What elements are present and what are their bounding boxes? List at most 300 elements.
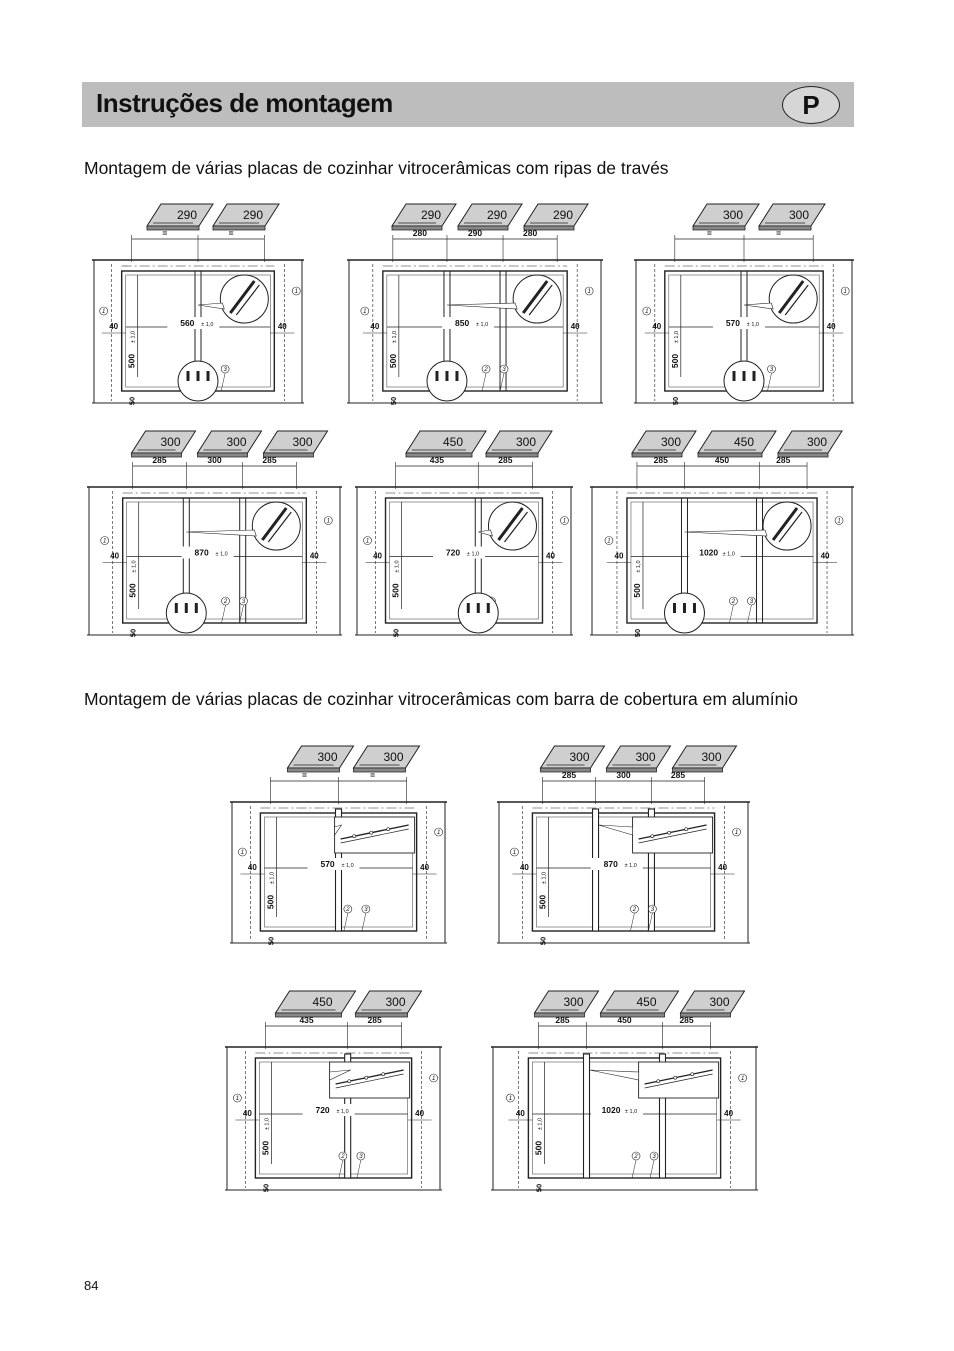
fixing-screw: [370, 831, 373, 834]
callout-number: 1: [240, 850, 245, 857]
installation-figure-8: [497, 740, 750, 946]
installation-figure-1: [92, 198, 304, 406]
cutout-width-label: 870: [603, 859, 618, 869]
depth-label: 500: [260, 1140, 271, 1156]
callout-number: 3: [769, 367, 774, 374]
hob-icon: [541, 746, 605, 772]
cutout-width-label: 1020: [699, 547, 719, 558]
depth-tolerance: ± 1,0: [635, 560, 642, 573]
fixing-screw: [353, 835, 356, 838]
detail-magnifier: [220, 275, 268, 323]
hob-icon: [213, 204, 279, 230]
callout-marker: [362, 905, 370, 913]
bottom-margin-label: 50: [266, 936, 276, 946]
callout-number: 2: [731, 599, 736, 606]
cutout-dimension-label: 285: [262, 455, 277, 465]
screw-detail: [197, 371, 200, 381]
callout-marker: [835, 517, 843, 525]
screw-detail: [683, 603, 686, 613]
cutout-dimension-label: 450: [617, 1015, 632, 1025]
callout-marker: [560, 517, 568, 525]
fixing-screw: [668, 831, 671, 834]
hob-edge: [759, 226, 811, 230]
cutout-dimension-label: =: [776, 228, 782, 238]
cutout-drawing: [497, 740, 750, 946]
bottom-margin-label: 50: [670, 396, 680, 406]
depth-tolerance: ± 1,0: [537, 1117, 544, 1131]
side-margin-label: 40: [724, 1109, 734, 1118]
callout-number: 1: [363, 309, 367, 316]
width-tolerance: ± 1,0: [201, 322, 214, 328]
callout-number: 1: [365, 538, 370, 545]
width-tolerance: ± 1,0: [746, 322, 760, 328]
callout-marker: [585, 287, 593, 295]
hob-icon: [673, 746, 737, 772]
side-margin-label: 40: [242, 1109, 252, 1118]
cutout-drawing: [347, 198, 603, 406]
side-margin-label: 40: [826, 322, 836, 331]
hob-icon: [535, 991, 599, 1017]
hob-width-label: 300: [709, 995, 730, 1009]
callout-number: 3: [650, 907, 655, 914]
hob-width-label: 300: [806, 435, 828, 449]
cutout-dimension-label: 285: [555, 1015, 570, 1025]
depth-tolerance: ± 1,0: [673, 330, 680, 344]
side-margin-label: 40: [420, 863, 430, 872]
side-margin-label: 40: [370, 322, 380, 331]
installation-figure-9: [225, 985, 442, 1193]
callout-number: 1: [235, 1096, 240, 1103]
depth-label: 500: [537, 894, 548, 910]
hob-icon: [264, 431, 328, 457]
cutout-dimension-label: 285: [152, 455, 167, 465]
fixing-screw: [651, 835, 654, 838]
hob-edge: [198, 453, 248, 457]
hob-edge: [698, 453, 762, 457]
callout-marker: [482, 365, 490, 373]
cutout-dimension-label: 435: [429, 455, 444, 465]
width-tolerance: ± 1,0: [466, 551, 480, 558]
callout-marker: [733, 828, 741, 836]
side-margin-label: 40: [519, 863, 529, 872]
screw-detail: [487, 603, 490, 613]
callout-leader: [632, 1160, 636, 1178]
hob-width-label: 300: [292, 435, 313, 449]
callout-leader: [482, 373, 486, 391]
screw-detail: [195, 603, 198, 613]
callout-marker: [292, 287, 300, 295]
page-number: 84: [84, 1278, 99, 1293]
callout-marker: [729, 597, 737, 605]
hob-icon: [276, 991, 356, 1017]
width-tolerance: ± 1,0: [475, 322, 489, 328]
cutout-drawing: [355, 425, 573, 638]
side-margin-label: 40: [652, 322, 662, 331]
cutout-width-label: 870: [194, 547, 209, 558]
callout-number: 1: [103, 538, 107, 545]
hob-width-label: 290: [242, 208, 264, 222]
depth-label: 500: [127, 583, 138, 598]
depth-label: 500: [669, 353, 680, 369]
hob-edge: [601, 1013, 665, 1017]
hob-icon: [406, 431, 486, 457]
hob-width-label: 300: [317, 750, 338, 764]
magnifier-pointer: [198, 303, 224, 309]
screw-detail: [175, 603, 178, 613]
callout-leader: [768, 373, 772, 391]
depth-label: 500: [533, 1140, 544, 1156]
callout-marker: [221, 365, 229, 373]
hob-icon: [693, 204, 759, 230]
callout-number: 1: [740, 1076, 745, 1083]
cutout-dimension-label: 450: [714, 455, 730, 465]
callout-leader: [221, 373, 225, 391]
depth-tolerance: ± 1,0: [541, 871, 548, 885]
cutout-dimension-label: 290: [467, 228, 483, 238]
callout-marker: [435, 828, 443, 836]
magnifier-pointer: [186, 530, 256, 536]
callout-leader: [344, 913, 348, 931]
cutout-width-label: 720: [315, 1105, 330, 1115]
hob-icon: [354, 746, 420, 772]
callout-leader: [729, 605, 733, 623]
bottom-margin-label: 50: [261, 1183, 271, 1193]
screw-detail: [477, 603, 480, 613]
hob-icon: [486, 431, 552, 457]
side-margin-label: 40: [820, 551, 830, 561]
cutout-dimension-label: 285: [367, 1015, 382, 1025]
callout-leader: [357, 1160, 361, 1178]
side-margin-label: 40: [109, 322, 119, 331]
callout-marker: [510, 848, 518, 856]
hob-icon: [601, 991, 679, 1017]
cutout-dimension-label: 285: [670, 770, 686, 780]
hob-edge: [354, 768, 406, 772]
side-margin-label: 40: [570, 322, 580, 331]
hob-edge: [607, 768, 657, 772]
callout-marker: [240, 597, 248, 605]
cutout-dimension-label: 300: [207, 455, 222, 465]
callout-marker: [430, 1074, 438, 1082]
bottom-margin-label: 50: [388, 396, 398, 406]
screw-detail: [467, 603, 470, 613]
fixing-screw: [348, 1080, 351, 1083]
callout-number: 3: [652, 1154, 656, 1161]
cutout-dimension-label: 435: [299, 1015, 314, 1025]
callout-leader: [362, 913, 366, 931]
callout-marker: [768, 365, 776, 373]
width-tolerance: ± 1,0: [624, 863, 637, 869]
hob-width-label: 450: [312, 995, 333, 1009]
callout-number: 2: [341, 1154, 345, 1161]
callout-marker: [361, 307, 369, 315]
hob-icon: [392, 204, 456, 230]
callout-number: 1: [562, 518, 567, 525]
magnifier-pointer: [447, 303, 517, 309]
callout-number: 3: [364, 907, 368, 914]
cutout-dimension-label: =: [370, 770, 376, 780]
hob-icon: [632, 431, 696, 457]
hob-width-label: 290: [420, 208, 442, 222]
hob-edge: [458, 226, 508, 230]
detail-magnifier: [252, 502, 300, 550]
screw-detail: [733, 371, 736, 381]
cutout-drawing: [590, 425, 854, 638]
callout-number: 1: [607, 538, 611, 545]
depth-tolerance: ± 1,0: [264, 1117, 271, 1131]
callout-number: 3: [223, 367, 227, 374]
width-tolerance: ± 1,0: [215, 551, 228, 558]
detail-pointer: [590, 1070, 639, 1080]
hob-icon: [147, 204, 213, 230]
hob-icon: [607, 746, 671, 772]
hob-edge: [147, 226, 199, 230]
depth-tolerance: ± 1,0: [391, 330, 398, 344]
screw-detail: [693, 603, 696, 613]
cutout-dimension-label: 285: [679, 1015, 694, 1025]
bottom-margin-label: 50: [391, 628, 401, 638]
cutout-dimension-label: 280: [412, 228, 427, 238]
side-margin-label: 40: [247, 863, 257, 872]
hob-icon: [132, 431, 196, 457]
aluminium-bar: [584, 1054, 590, 1178]
hob-width-label: 300: [635, 750, 656, 764]
depth-label: 500: [265, 894, 276, 910]
hob-width-label: 450: [733, 435, 755, 449]
callout-number: 1: [431, 1076, 436, 1083]
callout-number: 1: [837, 518, 841, 525]
fixing-screw: [674, 1076, 677, 1079]
section-heading-crossbars: Montagem de várias placas de cozinhar vitrocerâmicas com ripas de través: [84, 158, 669, 178]
side-margin-label: 40: [718, 863, 728, 872]
width-tolerance: ± 1,0: [722, 551, 735, 558]
installation-figure-5: [355, 425, 573, 638]
detail-pointer: [599, 825, 633, 835]
callout-leader: [500, 373, 504, 391]
title-bar: [82, 82, 854, 127]
depth-tolerance: ± 1,0: [269, 871, 276, 885]
fixing-screw: [387, 828, 390, 831]
screw-detail: [455, 371, 458, 381]
callout-number: 1: [587, 289, 591, 296]
callout-number: 2: [632, 907, 637, 914]
hob-icon: [524, 204, 588, 230]
callout-marker: [324, 517, 332, 525]
hob-width-label: 300: [569, 750, 590, 764]
bar-detail-panel: [633, 817, 713, 853]
magnifier-pointer: [684, 530, 767, 536]
side-margin-label: 40: [614, 551, 624, 561]
callout-marker: [605, 537, 613, 545]
screw-detail: [435, 371, 438, 381]
hob-edge: [693, 226, 745, 230]
hob-icon: [458, 204, 522, 230]
cutout-dimension-label: 285: [498, 455, 513, 465]
callout-number: 2: [634, 1154, 638, 1161]
hob-width-label: 300: [722, 208, 744, 222]
hob-icon: [198, 431, 262, 457]
side-margin-label: 40: [110, 551, 120, 561]
side-margin-label: 40: [309, 551, 319, 561]
hob-icon: [356, 991, 422, 1017]
page-title: Instruções de montagem: [96, 88, 393, 118]
callout-marker: [648, 905, 656, 913]
callout-marker: [747, 597, 755, 605]
callout-marker: [339, 1152, 347, 1160]
magnifier-pointer: [744, 303, 773, 309]
detail-magnifier: [763, 502, 811, 550]
cutout-width-label: 570: [725, 318, 741, 328]
cutout-drawing: [491, 985, 758, 1193]
detail-magnifier: [769, 275, 817, 323]
hob-width-label: 300: [788, 208, 810, 222]
bar-detail-panel: [335, 817, 415, 853]
cutout-width-label: 850: [455, 318, 470, 328]
detail-magnifier: [513, 275, 561, 323]
bar-detail-panel: [330, 1062, 410, 1098]
callout-marker: [500, 365, 508, 373]
hob-width-label: 300: [226, 435, 247, 449]
callout-leader: [747, 605, 751, 623]
hob-width-label: 300: [160, 435, 181, 449]
callout-marker: [344, 905, 352, 913]
hob-width-label: 300: [515, 435, 537, 449]
callout-marker: [364, 537, 372, 545]
callout-marker: [506, 1094, 514, 1102]
callout-number: 1: [645, 309, 649, 316]
magnifier-pointer: [478, 530, 492, 536]
callout-number: 3: [749, 599, 754, 606]
installation-figure-2: [347, 198, 603, 406]
hob-icon: [778, 431, 842, 457]
side-margin-label: 40: [373, 551, 382, 561]
callout-marker: [650, 1152, 658, 1160]
installation-figure-4: [87, 425, 342, 638]
callout-number: 3: [241, 599, 246, 606]
callout-number: 1: [508, 1096, 513, 1103]
callout-marker: [632, 1152, 640, 1160]
side-margin-label: 40: [515, 1109, 525, 1118]
bottom-margin-label: 50: [127, 396, 137, 406]
depth-tolerance: ± 1,0: [130, 330, 137, 344]
callout-marker: [100, 307, 108, 315]
cutout-drawing: [230, 740, 447, 946]
callout-marker: [238, 848, 246, 856]
hob-edge: [288, 768, 340, 772]
fixing-screw: [685, 828, 688, 831]
cutout-drawing: [634, 198, 854, 406]
callout-number: 2: [346, 907, 350, 914]
callout-marker: [222, 597, 230, 605]
fixing-screw: [657, 1080, 660, 1083]
depth-tolerance: ± 1,0: [394, 560, 401, 573]
hob-width-label: 300: [701, 750, 722, 764]
callout-number: 1: [734, 830, 739, 837]
screw-detail: [753, 371, 756, 381]
bar-detail-panel: [639, 1062, 719, 1098]
bottom-margin-label: 50: [632, 628, 642, 638]
width-tolerance: ± 1,0: [341, 863, 354, 869]
hob-width-label: 300: [383, 750, 404, 764]
callout-number: 1: [326, 518, 330, 525]
bottom-margin-label: 50: [534, 1183, 544, 1193]
cutout-drawing: [225, 985, 442, 1193]
fixing-screw: [365, 1076, 368, 1079]
installation-figure-10: [491, 985, 758, 1193]
hob-icon: [288, 746, 354, 772]
callout-leader: [339, 1160, 343, 1178]
width-tolerance: ± 1,0: [336, 1109, 349, 1115]
depth-tolerance: ± 1,0: [131, 560, 138, 573]
callout-marker: [739, 1074, 747, 1082]
cutout-dimension-label: 285: [776, 455, 791, 465]
cutout-width-label: 560: [180, 318, 195, 328]
section-heading-aluminium-bar: Montagem de várias placas de cozinhar vitrocerâmicas com barra de cobertura em alumínio: [84, 689, 798, 709]
depth-label: 500: [126, 353, 137, 369]
width-tolerance: ± 1,0: [624, 1109, 638, 1115]
hob-width-label: 290: [486, 208, 508, 222]
cutout-drawing: [92, 198, 304, 406]
hob-width-label: 300: [385, 995, 406, 1009]
callout-leader: [650, 1160, 654, 1178]
hob-icon: [759, 204, 825, 230]
cutout-dimension-label: 285: [561, 770, 577, 780]
language-badge: P: [782, 86, 840, 124]
hob-icon: [681, 991, 745, 1017]
cutout-width-label: 720: [445, 547, 461, 558]
hob-width-label: 300: [563, 995, 584, 1009]
cutout-dimension-label: 285: [653, 455, 668, 465]
installation-figure-3: [634, 198, 854, 406]
callout-number: 1: [102, 309, 106, 316]
detail-magnifier: [488, 502, 536, 550]
callout-leader: [222, 605, 226, 623]
cutout-width-label: 1020: [601, 1105, 621, 1115]
screw-detail: [673, 603, 676, 613]
cutout-dimension-label: =: [228, 228, 234, 238]
depth-label: 500: [631, 583, 642, 598]
bottom-margin-label: 50: [538, 936, 548, 946]
screw-detail: [445, 371, 448, 381]
callout-marker: [643, 307, 651, 315]
callout-number: 3: [359, 1154, 363, 1161]
callout-marker: [630, 905, 638, 913]
screw-detail: [207, 371, 210, 381]
callout-number: 1: [512, 850, 517, 857]
callout-marker: [101, 537, 109, 545]
installation-figure-7: [230, 740, 447, 946]
fixing-screw: [382, 1073, 385, 1076]
screw-detail: [187, 371, 190, 381]
hob-width-label: 300: [660, 435, 682, 449]
hob-width-label: 290: [176, 208, 198, 222]
callout-number: 1: [843, 289, 847, 296]
hob-icon: [698, 431, 776, 457]
cutout-width-label: 570: [320, 859, 335, 869]
hob-width-label: 450: [636, 995, 657, 1009]
cutout-dimension-label: =: [706, 228, 712, 238]
screw-detail: [743, 371, 746, 381]
cutout-dimension-label: =: [162, 228, 168, 238]
hob-edge: [213, 226, 265, 230]
hob-width-label: 450: [442, 435, 464, 449]
side-margin-label: 40: [415, 1109, 425, 1118]
depth-label: 500: [390, 583, 401, 598]
cutout-dimension-label: 300: [616, 770, 631, 780]
screw-detail: [185, 603, 188, 613]
callout-marker: [357, 1152, 365, 1160]
cutout-dimension-label: =: [301, 770, 307, 780]
